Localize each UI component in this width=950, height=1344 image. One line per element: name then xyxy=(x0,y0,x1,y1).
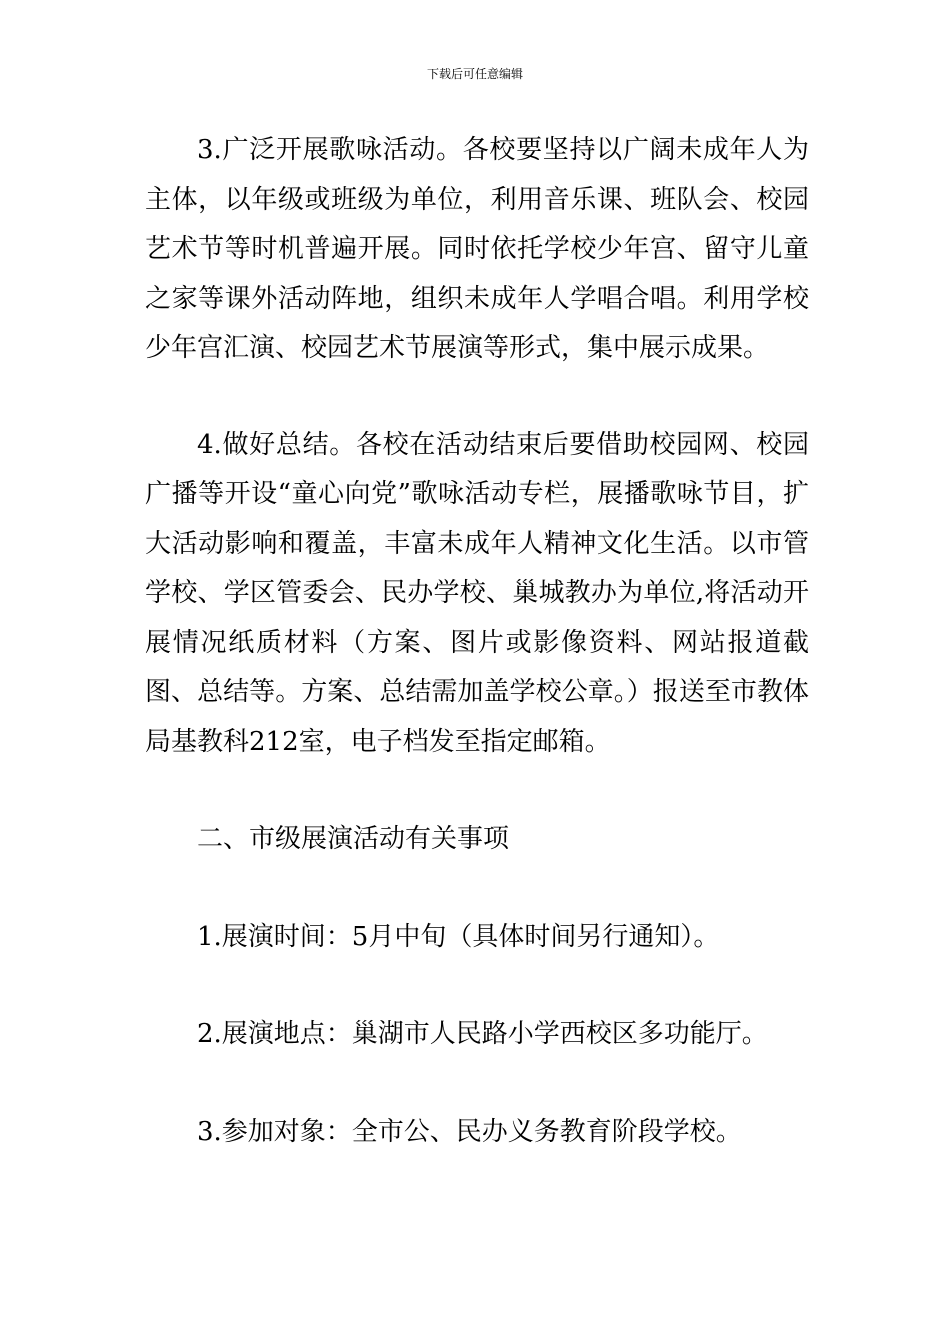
paragraph-performance-location: 2.展演地点：巢湖市人民路小学西校区多功能厅。 xyxy=(197,1019,768,1049)
paragraph-participants: 3.参加对象：全市公、民办义务教育阶段学校。 xyxy=(197,1116,742,1147)
paragraph-spacer xyxy=(145,962,809,1010)
paragraph-summary: 4.做好总结。各校在活动结束后要借助校园网、校园广播等开设“童心向党”歌咏活动专栏，展播歌咏节目，扩大活动影响和覆盖，丰富未成年人精神文化生活。以市管学校、学区管委会、民办学校、巢城教办为单位,将活动开展情况纸质材料（方案、图片或影像资料、网站报道截图、总结等。方案、总结需加盖学校公章。）报送至市教体局基教科212室，电子档发至指定邮箱。 xyxy=(145,429,809,757)
paragraph-spacer xyxy=(145,865,809,913)
paragraph-spacer xyxy=(145,374,809,421)
paragraph-spacer xyxy=(145,767,809,815)
paragraph-spacer xyxy=(145,1060,809,1108)
page-header-note: 下载后可任意编辑 xyxy=(426,67,523,81)
paragraph-performance-time: 1.展演时间：5月中旬（具体时间另行通知）。 xyxy=(197,921,720,952)
document-body xyxy=(145,126,809,1157)
section-heading-city-performance: 二、市级展演活动有关事项 xyxy=(197,824,510,854)
paragraph-singing-activities: 3.广泛开展歌咏活动。各校要坚持以广阔未成年人为主体，以年级或班级为单位，利用音乐课、班队会、校园艺术节等时机普遍开展。同时依托学校少年宫、留守儿童之家等课外活动阵地，组织未成年人学唱合唱。利用学校少年宫汇演、校园艺术节展演等形式，集中展示成果。 xyxy=(145,135,809,363)
